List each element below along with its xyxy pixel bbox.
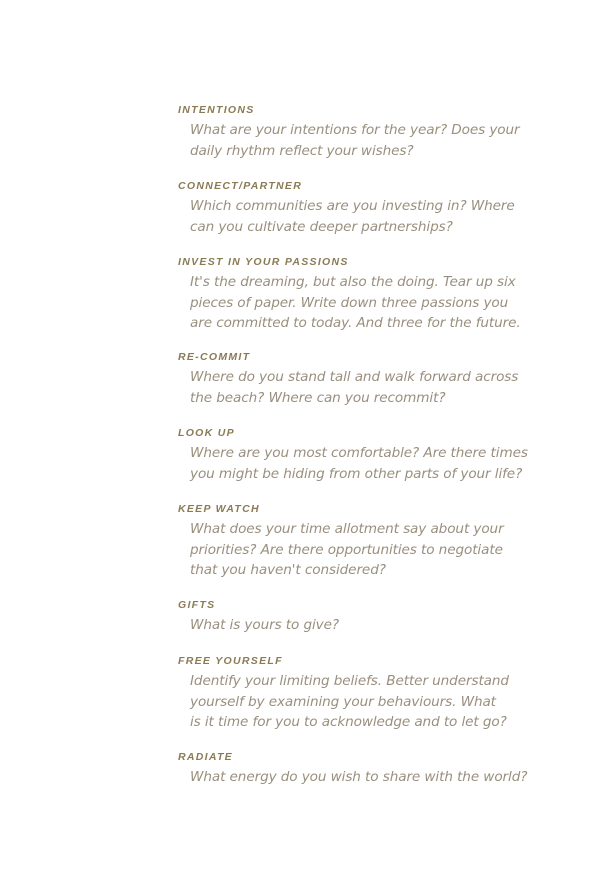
- section-heading: INTENTIONS: [178, 104, 255, 116]
- section-heading: LOOK UP: [178, 427, 235, 439]
- text-line: that you haven't considered?: [190, 562, 386, 578]
- text-line: What energy do you wish to share with the world?: [190, 769, 528, 785]
- section-text: [190, 671, 588, 733]
- section-heading: GIFTS: [178, 599, 216, 611]
- section-radiate: [178, 750, 588, 798]
- text-line: yourself by examining your behaviours. What: [190, 693, 496, 710]
- section-look-up: [178, 426, 588, 502]
- section-text: [190, 367, 588, 408]
- section-heading: FREE YOURSELF: [178, 655, 283, 667]
- text-line: can you cultivate deeper partnerships?: [190, 218, 453, 235]
- section-heading: RADIATE: [178, 751, 233, 763]
- section-heading: INVEST IN YOUR PASSIONS: [178, 256, 349, 268]
- section-text: [190, 443, 588, 484]
- section-keep-watch: [178, 502, 588, 598]
- text-line: priorities? Are there opportunities to negotiate: [190, 541, 503, 558]
- text-line: are committed to today. And three for the future.: [190, 315, 521, 331]
- section-heading: RE-COMMIT: [178, 351, 251, 363]
- section-intentions: [178, 103, 588, 179]
- text-line: Where do you stand tall and walk forward across: [190, 369, 519, 385]
- text-line: daily rhythm reflect your wishes?: [190, 142, 414, 159]
- section-invest-in-your-passions: [178, 255, 588, 350]
- section-text: [190, 196, 588, 237]
- section-free-yourself: [178, 654, 588, 750]
- text-line: Where are you most comfortable? Are there times: [190, 445, 528, 461]
- text-line: What are your intentions for the year? Does your: [190, 122, 520, 138]
- section-text: [190, 767, 588, 788]
- section-gifts: [178, 598, 588, 654]
- section-re-commit: [178, 350, 588, 426]
- text-line: What is yours to give?: [190, 617, 339, 633]
- section-text: [190, 120, 588, 161]
- section-heading: CONNECT/PARTNER: [178, 180, 303, 192]
- section-text: [190, 519, 588, 581]
- text-line: Which communities are you investing in? Where: [190, 198, 515, 214]
- text-line: the beach? Where can you recommit?: [190, 389, 446, 406]
- text-line: What does your time allotment say about your: [190, 521, 504, 537]
- text-line: you might be hiding from other parts of your life?: [190, 465, 523, 482]
- section-heading: KEEP WATCH: [178, 503, 260, 515]
- text-line: is it time for you to acknowledge and to let go?: [190, 714, 507, 730]
- text-line: pieces of paper. Write down three passions you: [190, 294, 509, 311]
- section-connect-partner: [178, 179, 588, 255]
- text-line: Identify your limiting beliefs. Better understand: [190, 673, 509, 689]
- prompt-list: [178, 103, 588, 798]
- section-text: [190, 272, 588, 334]
- section-text: [190, 615, 588, 636]
- text-line: It's the dreaming, but also the doing. Tear up six: [190, 274, 516, 290]
